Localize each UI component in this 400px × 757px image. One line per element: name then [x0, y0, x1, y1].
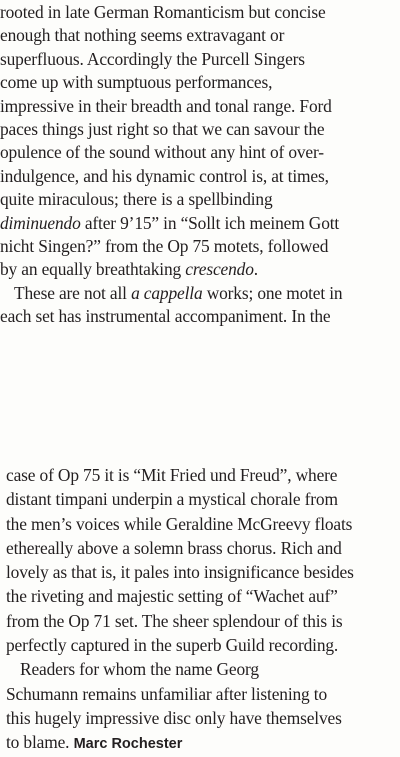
text-line: case of Op 75 it is “Mit Fried und Freud”, where	[6, 465, 338, 485]
italic-term-a-cappella: a cappella	[131, 282, 203, 303]
text-line: paces things just right so that we can savour the	[0, 118, 325, 139]
text-line: enough that nothing seems extravagant or	[0, 25, 285, 46]
text-line: this hugely impressive disc only have themselves	[6, 707, 342, 728]
text-line: lovely as that is, it pales into insignificance besides	[6, 562, 354, 583]
text-line: impressive in their breadth and tonal range. Ford	[0, 95, 332, 116]
text-fragment: These are not all	[14, 282, 127, 303]
text-line: perfectly captured in the superb Guild recording.	[6, 635, 339, 656]
text-line	[6, 730, 400, 754]
text-fragment: works; one motet in	[202, 282, 343, 303]
reviewer-byline: Marc Rochester	[73, 736, 183, 753]
text-line: superfluous. Accordingly the Purcell Singers	[0, 48, 305, 69]
text-line: nicht Singen?” from the Op 75 motets, followed	[0, 235, 329, 256]
text-line: distant timpani underpin a mystical chorale from	[6, 489, 338, 510]
text-line: Schumann remains unfamiliar after listening to	[6, 683, 328, 704]
text-line	[0, 212, 400, 235]
text-line: indulgence, and his dynamic control is, at times,	[0, 165, 329, 186]
text-line: ethereally above a solemn brass chorus. Rich and	[6, 537, 342, 558]
text-line: rooted in late German Romanticism but concise	[0, 2, 326, 22]
text-line: Readers for whom the name Georg	[20, 659, 259, 680]
text-fragment: to blame.	[6, 732, 70, 753]
italic-term-diminuendo: diminuendo	[0, 212, 81, 233]
text-line	[0, 258, 400, 281]
text-line: opulence of the sound without any hint of over-	[0, 142, 324, 163]
text-line: quite miraculous; there is a spellbinding	[0, 189, 273, 210]
text-line: come up with sumptuous performances,	[0, 72, 273, 93]
period: .	[253, 259, 258, 280]
italic-term-crescendo: crescendo	[185, 259, 254, 280]
text-fragment: by an equally breathtaking	[0, 259, 182, 280]
text-line	[0, 282, 400, 305]
review-text-block-1	[0, 1, 400, 328]
text-fragment: after 9’15” in “Sollt ich meinem Gott	[84, 212, 340, 233]
text-line: each set has instrumental accompaniment. In the	[0, 306, 331, 327]
text-line: the riveting and majestic setting of “Wachet auf”	[6, 586, 338, 607]
review-text-block-2	[6, 463, 400, 755]
text-line: from the Op 71 set. The sheer splendour of this is	[6, 610, 343, 631]
text-line: the men’s voices while Geraldine McGreevy floats	[6, 513, 353, 534]
